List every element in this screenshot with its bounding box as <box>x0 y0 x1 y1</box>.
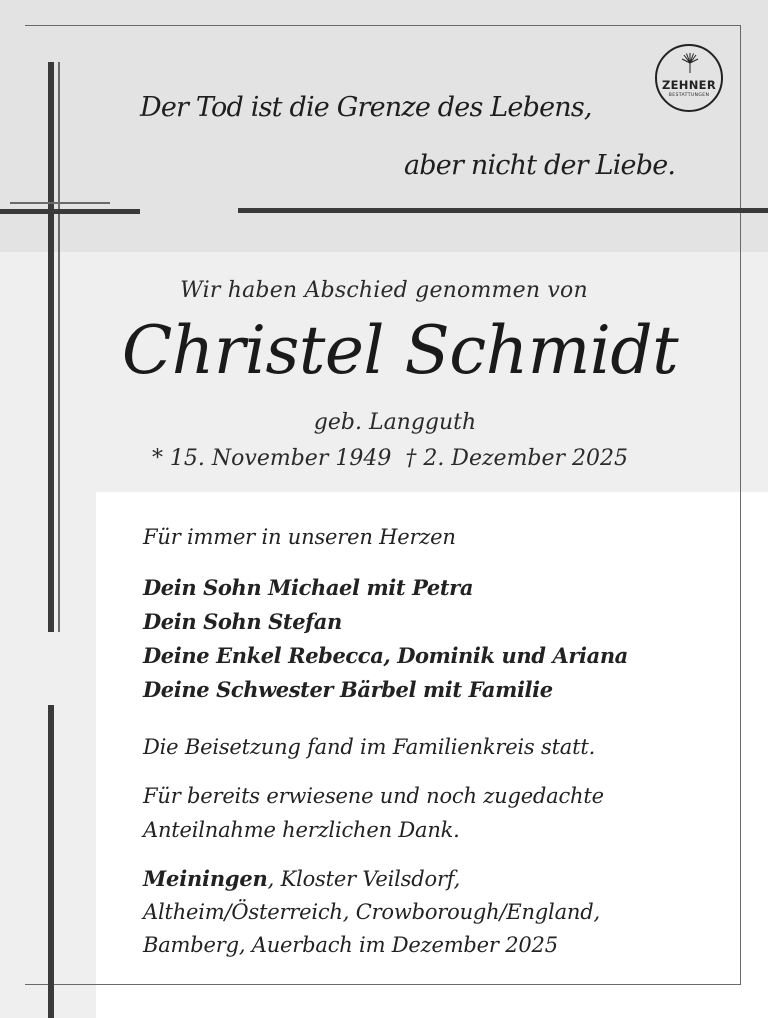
thanks-text <box>143 779 604 847</box>
mourner-line: Dein Sohn Michael mit Petra <box>143 575 474 600</box>
divider-line <box>238 208 768 213</box>
places-text <box>143 862 600 961</box>
lower-vertical-bar <box>48 705 54 1018</box>
thanks-line: Für bereits erwiesene und noch zugedachte <box>143 784 604 808</box>
mourner-line: Dein Sohn Stefan <box>143 609 342 634</box>
quote-line-2: aber nicht der Liebe. <box>404 150 676 181</box>
sub-intro: Für immer in unseren Herzen <box>143 525 456 549</box>
mourner-line: Deine Enkel Rebecca, Dominik und Ariana <box>143 643 628 668</box>
mourners-list <box>143 571 628 707</box>
life-dates <box>0 446 768 471</box>
maiden-name: geb. Langguth <box>313 410 477 435</box>
mourner-line: Deine Schwester Bärbel mit Familie <box>143 677 553 702</box>
cross-horizontal-thin-line <box>10 202 110 204</box>
places-line-2: Altheim/Österreich, Crowborough/England, <box>143 900 600 924</box>
birth-date: * 15. November 1949 <box>151 446 392 471</box>
places-line-3: Bamberg, Auerbach im Dezember 2025 <box>143 933 558 957</box>
death-date: † 2. Dezember 2025 <box>405 446 629 471</box>
places-line-1-rest: , Kloster Veilsdorf, <box>267 867 461 891</box>
primary-place: Meiningen <box>143 866 268 891</box>
intro-text: Wir haben Abschied genommen von <box>180 278 588 303</box>
places-line-1 <box>143 862 600 895</box>
cross-horizontal-bar <box>0 209 140 214</box>
logo-name: ZEHNER <box>662 78 716 92</box>
dandelion-icon <box>680 49 700 77</box>
funeral-home-logo <box>655 44 723 112</box>
quote-line-1: Der Tod ist die Grenze des Lebens, <box>140 92 592 123</box>
deceased-name: Christel Schmidt <box>121 312 679 389</box>
logo-subtitle: BESTATTUNGEN <box>668 93 710 98</box>
burial-note: Die Beisetzung fand im Familienkreis statt. <box>143 735 596 759</box>
thanks-line: Anteilnahme herzlichen Dank. <box>143 818 460 842</box>
